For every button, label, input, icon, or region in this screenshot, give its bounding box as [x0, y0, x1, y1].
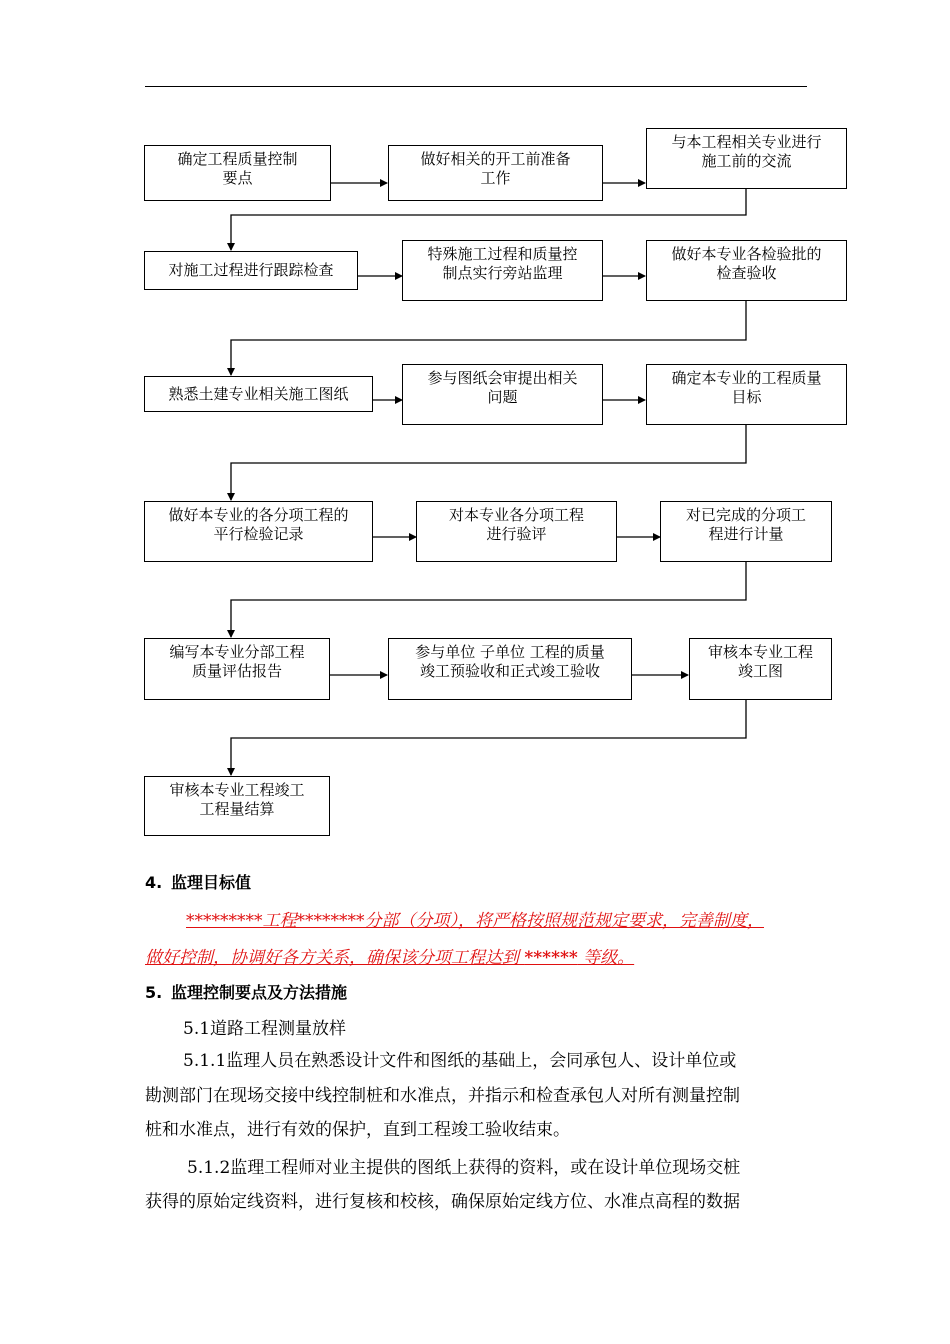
flow-box-13: 编写本专业分部工程 质量评估报告 — [144, 638, 330, 700]
flow-box-9: 确定本专业的工程质量 目标 — [646, 364, 847, 425]
flow-box-12: 对已完成的分项工 程进行计量 — [660, 501, 832, 562]
target-value-line-1: *********工程********分部（分项），将严格按照规范规定要求，完善制度， — [186, 911, 764, 931]
flow-box-7: 熟悉土建专业相关施工图纸 — [144, 376, 373, 412]
flow-box-8: 参与图纸会审提出相关 问题 — [402, 364, 603, 425]
target-value-line-2 — [145, 943, 634, 968]
flow-box-11: 对本专业各分项工程 进行验评 — [416, 501, 617, 562]
flow-box-14: 参与单位 子单位 工程的质量 竣工预验收和正式竣工验收 — [388, 638, 632, 700]
target-line-2-text-b: 等级。 — [577, 948, 635, 968]
para-5-1-1-line-1: 5.1.1监理人员在熟悉设计文件和图纸的基础上，会同承包人、设计单位或 — [183, 1051, 737, 1071]
arrow-12-13 — [231, 562, 746, 637]
grade-placeholder: ****** — [524, 948, 578, 968]
subsection-5-1: 5.1道路工程测量放样 — [183, 1019, 347, 1039]
flow-box-1: 确定工程质量控制 要点 — [144, 145, 331, 201]
flow-box-10: 做好本专业的各分项工程的 平行检验记录 — [144, 501, 373, 562]
para-5-1-2-line-1: 5.1.2监理工程师对业主提供的图纸上获得的资料，或在设计单位现场交桩 — [187, 1158, 741, 1178]
flow-box-6: 做好本专业各检验批的 检查验收 — [646, 240, 847, 301]
section-5-heading — [145, 980, 347, 1003]
section-5-title: 监理控制要点及方法措施 — [171, 983, 348, 1002]
target-line-2-text-a: 做好控制，协调好各方关系，确保该分项工程达到 — [145, 948, 525, 968]
flow-box-2: 做好相关的开工前准备 工作 — [388, 145, 603, 201]
section-4-heading — [145, 870, 251, 893]
flow-box-15: 审核本专业工程 竣工图 — [689, 638, 832, 700]
para-5-1-1-line-3: 桩和水准点，进行有效的保护，直到工程竣工验收结束。 — [145, 1120, 570, 1140]
para-5-1-2-line-2: 获得的原始定线资料，进行复核和校核，确保原始定线方位、水准点高程的数据 — [145, 1192, 740, 1212]
section-5-number: 5. — [145, 983, 163, 1002]
flow-box-4: 对施工过程进行跟踪检查 — [144, 251, 358, 290]
arrow-15-16 — [231, 700, 746, 775]
para-5-1-1-line-2: 勘测部门在现场交接中线控制桩和水准点，并指示和检查承包人对所有测量控制 — [145, 1086, 740, 1106]
flow-box-16: 审核本专业工程竣工 工程量结算 — [144, 776, 330, 836]
section-4-number: 4. — [145, 873, 163, 892]
arrow-9-10 — [231, 425, 746, 500]
flow-box-5: 特殊施工过程和质量控 制点实行旁站监理 — [402, 240, 603, 301]
flow-box-3: 与本工程相关专业进行 施工前的交流 — [646, 128, 847, 189]
section-4-title: 监理目标值 — [171, 873, 252, 892]
